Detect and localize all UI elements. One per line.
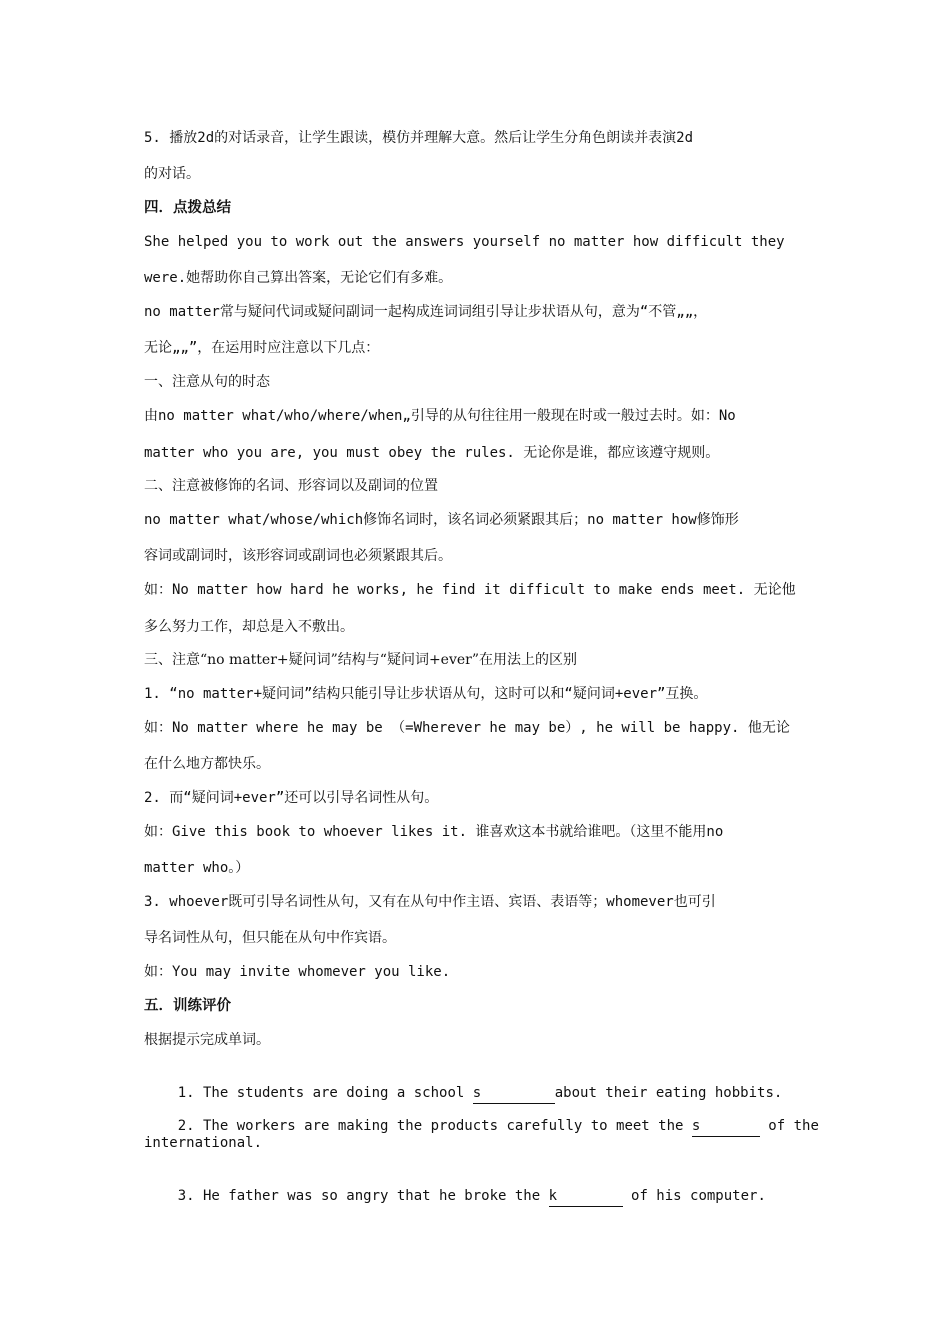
exercise-text: of the xyxy=(759,1118,819,1134)
text-line: no matter what/whose/which修饰名词时，该名词必须紧跟其后；no matter how修饰形 xyxy=(144,512,739,528)
text-line: 3. whoever既可引导名词性从句，又有在从句中作主语、宾语、表语等；whomever也可引 xyxy=(144,894,716,910)
hint-letter: s xyxy=(691,1118,701,1134)
section-heading: 五．训练评价 xyxy=(144,998,231,1014)
exercise-text: about their eating hobbits. xyxy=(554,1085,783,1101)
subheading: 三、注意“no matter+疑问词”结构与“疑问词+ever”在用法上的区别 xyxy=(144,652,578,668)
text-line: 在什么地方都快乐。 xyxy=(144,756,270,772)
answer-blank[interactable] xyxy=(692,1116,760,1137)
text-line: 多么努力工作，却总是入不敷出。 xyxy=(144,619,354,635)
exercise-text: 1. The students are doing a school xyxy=(177,1085,473,1101)
text-line: 如：No matter how hard he works, he find it difficult to make ends meet. 无论他 xyxy=(144,582,796,598)
text-line: no matter常与疑问代词或疑问副词一起构成连词词组引导让步状语从句，意为“不管„„， xyxy=(144,304,708,320)
text-line: 容词或副词时，该形容词或副词也必须紧跟其后。 xyxy=(144,548,452,564)
subheading: 一、注意从句的时态 xyxy=(144,374,270,390)
text-line: 如：No matter where he may be （=Wherever he may be）, he will be happy. 他无论 xyxy=(144,720,790,736)
text-line: 无论„„”，在运用时应注意以下几点： xyxy=(144,340,380,356)
exercise-text: 2. The workers are making the products carefully to meet the xyxy=(177,1118,692,1134)
text-line: were.她帮助你自己算出答案，无论它们有多难。 xyxy=(144,270,453,286)
text-line: matter who。） xyxy=(144,860,250,876)
hint-letter: k xyxy=(548,1188,558,1204)
text-line: matter who you are, you must obey the rules. 无论你是谁，都应该遵守规则。 xyxy=(144,445,720,461)
text-line: 导名词性从句，但只能在从句中作宾语。 xyxy=(144,930,396,946)
exercise-text: 3. He father was so angry that he broke the xyxy=(177,1188,549,1204)
text-line: 如：Give this book to whoever likes it. 谁喜欢这本书就给谁吧。（这里不能用no xyxy=(144,824,724,840)
text-line: 由no matter what/who/where/when„引导的从句往往用一般现在时或一般过去时。如：No xyxy=(144,408,736,424)
text-line: 2. 而“疑问词+ever”还可以引导名词性从句。 xyxy=(144,790,439,806)
text-line: 如：You may invite whomever you like. xyxy=(144,964,451,980)
text-line: 5. 播放2d的对话录音，让学生跟读，模仿并理解大意。然后让学生分角色朗读并表演2d xyxy=(144,130,693,146)
exercise-text: of his computer. xyxy=(622,1188,766,1204)
text-line: 1. “no matter+疑问词”结构只能引导让步状语从句，这时可以和“疑问词+ever”互换。 xyxy=(144,686,708,702)
text-line: international. xyxy=(144,1135,263,1151)
answer-blank[interactable] xyxy=(549,1186,623,1207)
text-line: She helped you to work out the answers yourself no matter how difficult they xyxy=(144,234,785,250)
text-line: 的对话。 xyxy=(144,166,200,182)
subheading: 二、注意被修饰的名词、形容词以及副词的位置 xyxy=(144,478,438,494)
section-heading: 四．点拨总结 xyxy=(144,200,231,216)
instruction: 根据提示完成单词。 xyxy=(144,1032,270,1048)
exercise-3 xyxy=(144,1166,766,1227)
hint-letter: s xyxy=(472,1085,482,1101)
